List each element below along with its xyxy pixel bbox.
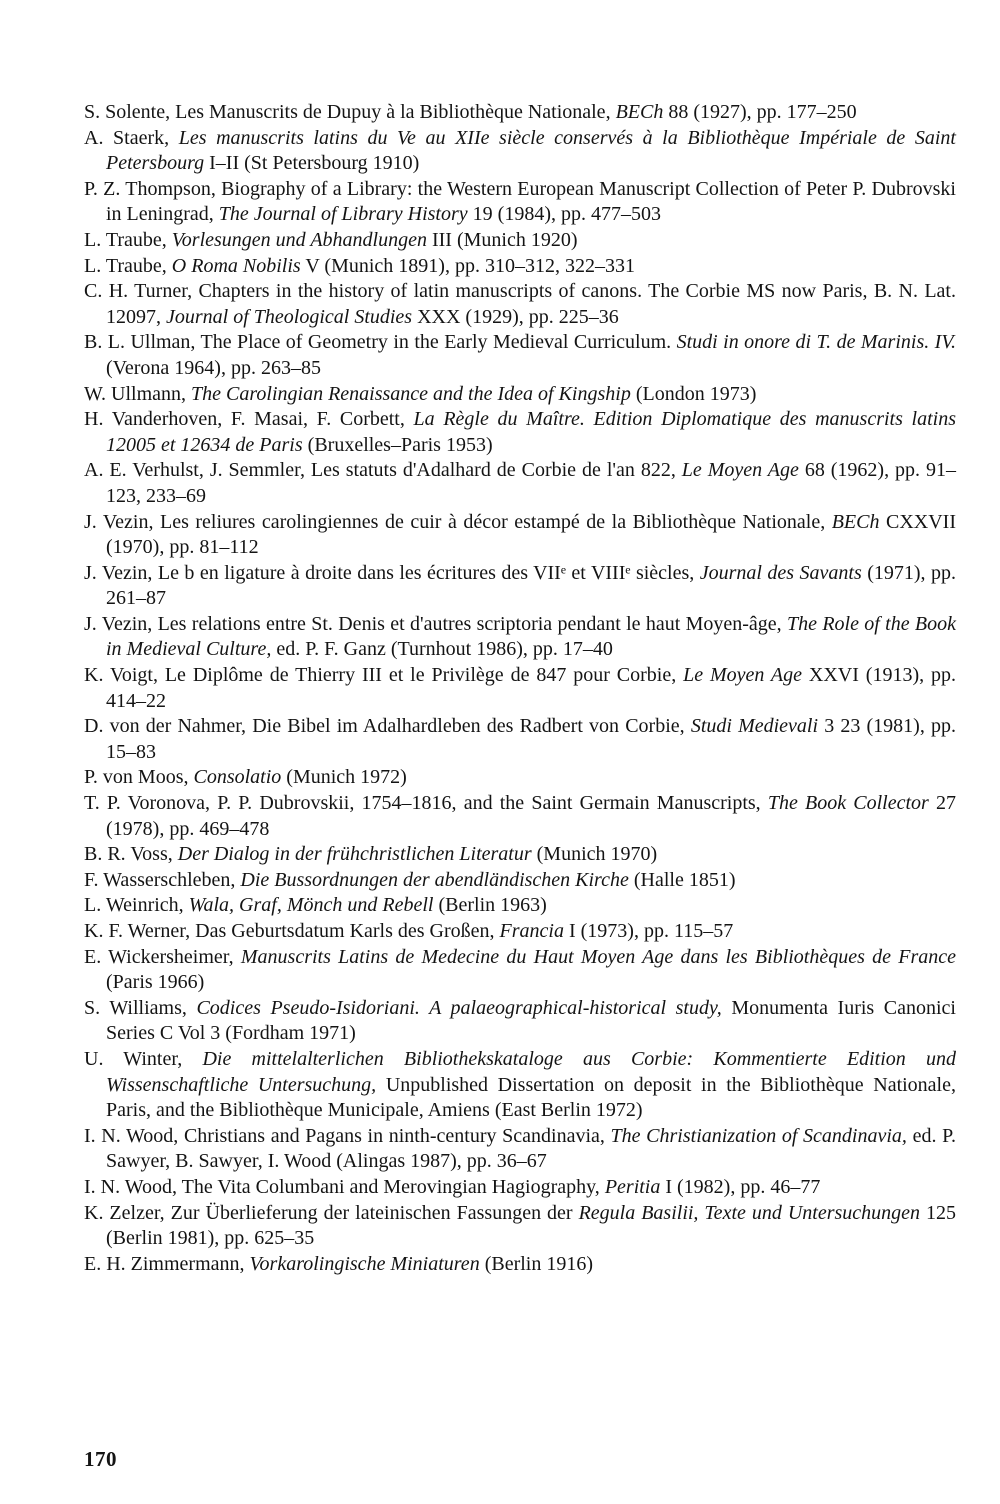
entry-title-italic: The Carolingian Renaissance and the Idea of Kingship <box>191 382 631 405</box>
entry-text: K. Voigt, Le Diplôme de Thierry III et le Privilège de 847 pour Corbie, <box>84 664 684 687</box>
entry-text: I. N. Wood, The Vita Columbani and Merovingian Hagiography, <box>84 1175 605 1198</box>
bibliography-entry <box>84 1124 956 1175</box>
bibliography-entry <box>84 868 956 894</box>
bibliography-entry <box>84 1047 956 1124</box>
entry-text: V (Munich 1891), pp. 310–312, 322–331 <box>300 254 635 277</box>
bibliography-entry <box>84 177 956 228</box>
entry-title-italic: The Journal of Library History <box>218 203 468 226</box>
entry-text: Monumenta Iuris Canonici Series C Vol 3 (Fordham 1971) <box>106 996 956 1045</box>
entry-title-italic: BECh <box>831 510 880 533</box>
entry-title-italic: Die Bussordnungen der abendländischen Kirche <box>240 868 629 891</box>
entry-title-italic: Journal of Theological Studies <box>166 305 413 328</box>
entry-title-italic: Der Dialog in der frühchristlichen Literatur <box>177 843 532 866</box>
bibliography-entry <box>84 254 956 280</box>
entry-text: C. H. Turner, Chapters in the history of latin manuscripts of canons. The Corbie MS now Paris, B. N. Lat. 12097, <box>84 280 956 328</box>
entry-text: T. P. Voronova, P. P. Dubrovskii, 1754–1816, and the Saint Germain Manuscripts, <box>84 792 768 815</box>
bibliography-entry <box>84 1252 956 1278</box>
bibliography-entry <box>84 1201 956 1252</box>
bibliography-entry <box>84 561 956 612</box>
entry-title-italic: Vorlesungen und Abhandlungen <box>171 228 427 251</box>
entry-text: A. E. Verhulst, J. Semmler, Les statuts d'Adalhard de Corbie de l'an 822, <box>84 459 682 482</box>
entry-text: 125 (Berlin 1981), pp. 625–35 <box>106 1201 957 1250</box>
entry-text: W. Ullmann, <box>84 382 192 405</box>
entry-text: 19 (1984), pp. 477–503 <box>467 203 661 226</box>
entry-title-italic: Codices Pseudo-Isidoriani. A palaeographical-historical study, <box>196 996 722 1019</box>
entry-title-italic: Manuscrits Latins de Medecine du Haut Moyen Age dans les Bibliothèques de France <box>240 945 956 968</box>
entry-text: S. Solente, Les Manuscrits de Dupuy à la Bibliothèque Nationale, <box>84 101 616 123</box>
entry-text: (Bruxelles–Paris 1953) <box>302 433 493 456</box>
entry-text: III (Munich 1920) <box>426 228 578 251</box>
entry-text: A. Staerk, <box>84 126 179 149</box>
entry-text: B. R. Voss, <box>84 843 178 866</box>
bibliography-entry <box>84 612 956 663</box>
page-number: 170 <box>84 1447 117 1471</box>
entry-text: J. Vezin, Les relations entre St. Denis et d'autres scriptoria pendant le haut Moyen-âge, <box>84 612 787 635</box>
entry-text: I (1973), pp. 115–57 <box>563 920 734 942</box>
entry-title-italic: Francia <box>499 920 564 942</box>
entry-title-italic: Studi Medievali <box>690 715 819 738</box>
bibliography-entry <box>84 893 956 919</box>
bibliography-entry <box>84 382 956 408</box>
entry-text: CXXVII (1970), pp. 81–112 <box>106 510 956 559</box>
entry-title-italic: The Christianization of Scandinavia, <box>610 1124 907 1147</box>
entry-text: J. Vezin, Le b en ligature à droite dans les écritures des VIIᵉ et VIIIᵉ siècles, <box>84 561 700 584</box>
entry-text: (Paris 1966) <box>106 971 205 994</box>
bibliography-entry <box>84 279 956 330</box>
bibliography-entry <box>84 714 956 765</box>
entry-title-italic: La Règle du Maître. Edition Diplomatique des manuscrits latins 12005 et 12634 de Paris <box>106 408 956 456</box>
entry-text: F. Wasserschleben, <box>84 868 241 891</box>
entry-text: Unpublished Dissertation on deposit in the Bibliothèque Nationale, Paris, and the Bibliothèque Municipale, Amiens (East Berlin 1972) <box>106 1073 956 1122</box>
entry-title-italic: Regula Basilii, Texte und Untersuchungen <box>578 1201 921 1224</box>
entry-text: XXX (1929), pp. 225–36 <box>412 305 619 328</box>
entry-text: J. Vezin, Les reliures carolingiennes de cuir à décor estampé de la Bibliothèque Nationale, <box>84 510 832 533</box>
bibliography-entry <box>84 458 956 509</box>
entry-text: (Berlin 1963) <box>433 894 547 917</box>
entry-text: L. Traube, <box>84 228 172 251</box>
bibliography-entry <box>84 791 956 842</box>
bibliography-entry <box>84 663 956 714</box>
entry-text: U. Winter, <box>84 1047 203 1070</box>
bibliography-entry <box>84 228 956 254</box>
entry-text: (1971), pp. 261–87 <box>106 561 957 610</box>
entry-text: I–II (St Petersbourg 1910) <box>204 152 420 175</box>
entry-title-italic: Le Moyen Age <box>683 664 803 687</box>
entry-text: K. F. Werner, Das Geburtsdatum Karls des Großen, <box>84 920 500 942</box>
entry-text: 68 (1962), pp. 91–123, 233–69 <box>106 459 956 507</box>
entry-text: E. H. Zimmermann, <box>84 1252 250 1275</box>
entry-text: ed. P. Sawyer, B. Sawyer, I. Wood (Alingas 1987), pp. 36–67 <box>106 1124 956 1173</box>
bibliography-entry <box>84 407 956 458</box>
entry-text: I. N. Wood, Christians and Pagans in ninth-century Scandinavia, <box>84 1124 611 1147</box>
entry-text: H. Vanderhoven, F. Masai, F. Corbett, <box>84 408 414 431</box>
entry-title-italic: Vorkarolingische Miniaturen <box>249 1252 480 1275</box>
entry-text: (Verona 1964), pp. 263–85 <box>106 356 321 379</box>
entry-text: D. von der Nahmer, Die Bibel im Adalhardleben des Radbert von Corbie, <box>84 715 691 738</box>
entry-title-italic: The Role of the Book in Medieval Culture, <box>106 612 956 661</box>
entry-title-italic: Journal des Savants <box>699 561 862 584</box>
entry-title-italic: Les manuscrits latins du Ve au XIIe siècle conservés à la Bibliothèque Impériale de Saint Petersbourg <box>106 126 956 175</box>
entry-text: (Halle 1851) <box>628 868 736 891</box>
entry-text: P. Z. Thompson, Biography of a Library: the Western European Manuscript Collection of Peter P. Dubrovski in Leningrad, <box>84 177 956 226</box>
entry-text: E. Wickersheimer, <box>84 945 241 968</box>
entry-text: 27 (1978), pp. 469–478 <box>106 792 957 840</box>
bibliography-entry <box>84 126 956 177</box>
entry-title-italic: Studi in onore di T. de Marinis. IV. <box>676 331 956 354</box>
entry-text: XXVI (1913), pp. 414–22 <box>106 664 957 712</box>
entry-text: K. Zelzer, Zur Überlieferung der lateinischen Fassungen der <box>84 1201 579 1224</box>
entry-title-italic: Die mittelalterlichen Bibliothekskataloge aus Corbie: Kommentierte Edition und Wissenschaftliche Untersuchung, <box>106 1047 957 1096</box>
entry-text: 3 23 (1981), pp. 15–83 <box>106 715 956 763</box>
bibliography-entry <box>84 919 956 945</box>
entry-text: ed. P. F. Ganz (Turnhout 1986), pp. 17–40 <box>271 638 613 661</box>
bibliography-entry <box>84 1175 956 1201</box>
entry-title-italic: Wala, Graf, Mönch und Rebell <box>188 894 434 917</box>
bibliography-entry <box>84 842 956 868</box>
bibliography-entry <box>84 100 956 126</box>
entry-title-italic: The Book Collector <box>767 792 929 815</box>
entry-text: P. von Moos, <box>84 766 194 789</box>
bibliography-entry <box>84 330 956 381</box>
entry-text: (Berlin 1916) <box>479 1252 593 1275</box>
entry-text: (Munich 1970) <box>531 843 658 866</box>
entry-text: S. Williams, <box>84 996 197 1019</box>
bibliography-entry <box>84 765 956 791</box>
entry-text: 88 (1927), pp. 177–250 <box>663 101 857 123</box>
entry-text: (Munich 1972) <box>281 766 407 789</box>
bibliography-list <box>84 100 956 1277</box>
entry-text: L. Traube, <box>84 254 172 277</box>
bibliography-entry <box>84 996 956 1047</box>
entry-text: (London 1973) <box>630 382 757 405</box>
entry-title-italic: BECh <box>615 101 664 123</box>
entry-text: B. L. Ullman, The Place of Geometry in the Early Medieval Curriculum. <box>84 331 677 354</box>
bibliography-entry <box>84 945 956 996</box>
entry-title-italic: O Roma Nobilis <box>171 254 301 277</box>
entry-title-italic: Consolatio <box>193 766 282 789</box>
entry-title-italic: Peritia <box>604 1175 661 1198</box>
bibliography-entry <box>84 510 956 561</box>
entry-text: I (1982), pp. 46–77 <box>660 1175 821 1198</box>
entry-text: L. Weinrich, <box>84 894 189 917</box>
entry-title-italic: Le Moyen Age <box>681 459 799 482</box>
